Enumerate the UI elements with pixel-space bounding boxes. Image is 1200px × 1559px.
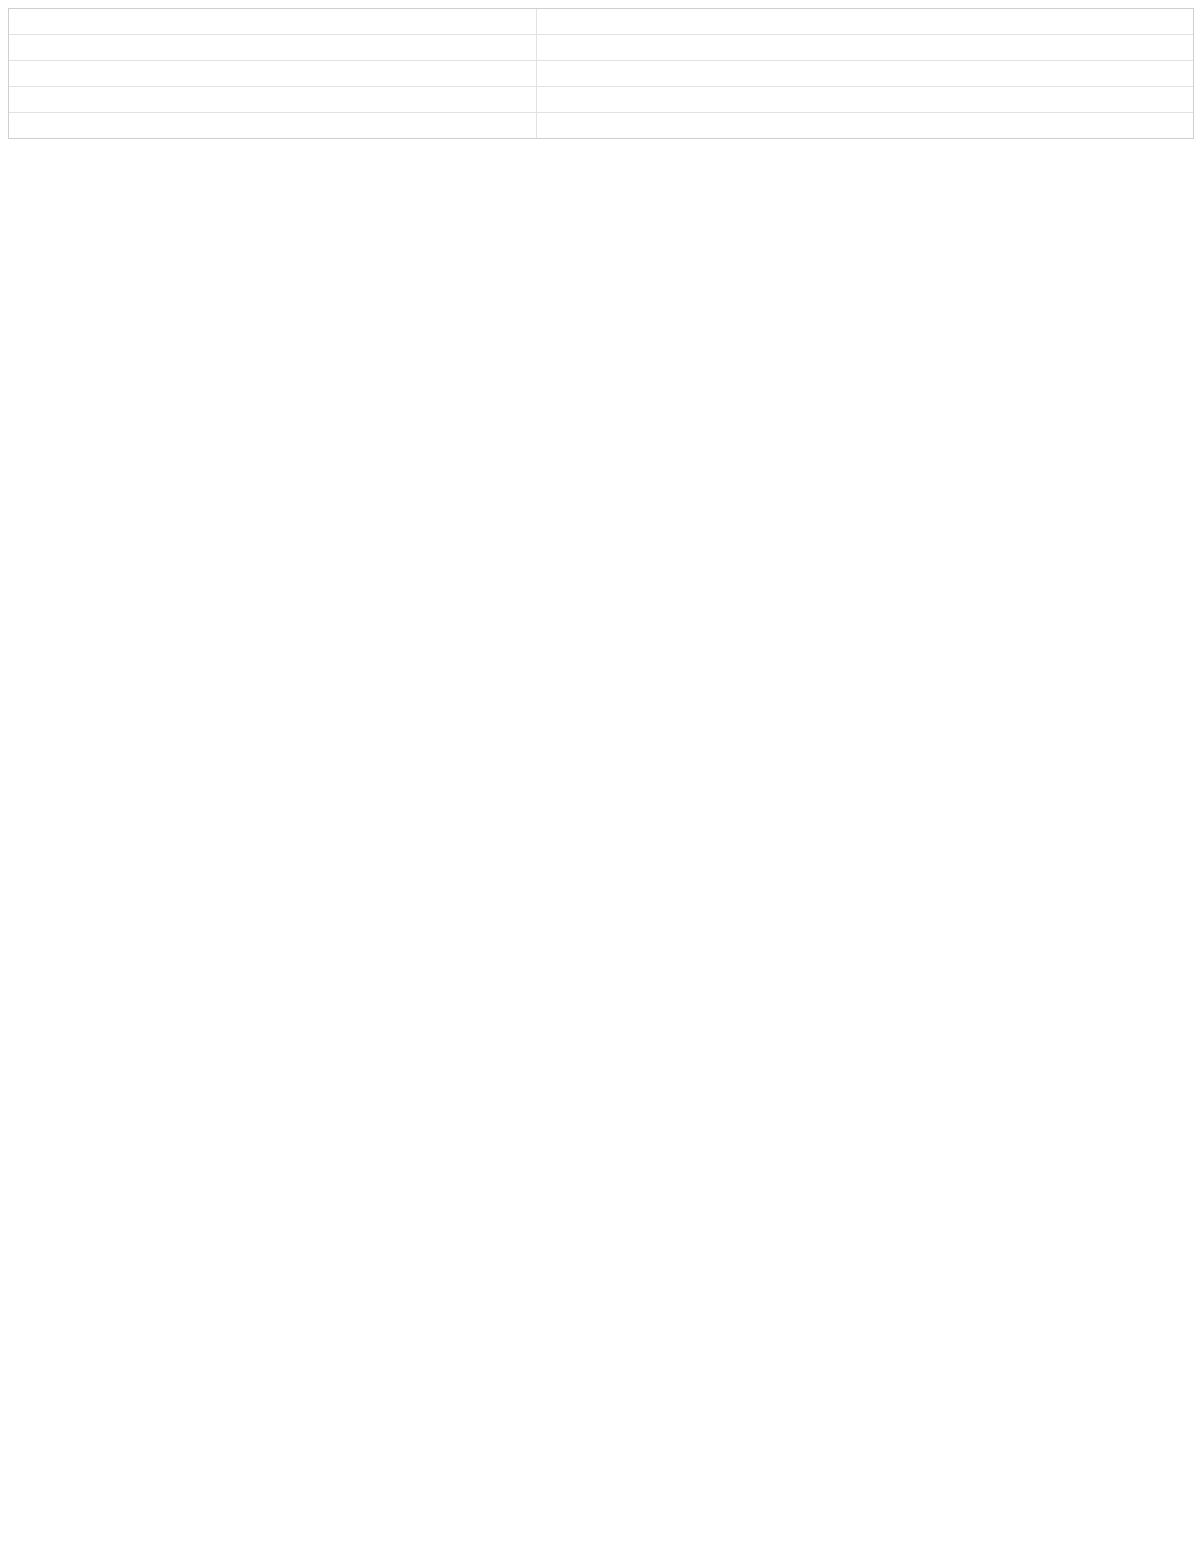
section-process-2: [9, 60, 1193, 86]
section-process-1: [9, 34, 1193, 60]
diagram-cell-process-2: [536, 61, 1193, 86]
diagram-cell-general: [536, 9, 1193, 34]
stirling-engine-explainer: [8, 8, 1194, 139]
diagram-cell-process-1: [536, 35, 1193, 60]
section-general: [9, 9, 1193, 34]
diagram-cell-process-4: [536, 113, 1193, 138]
section-process-4: [9, 112, 1193, 138]
section-process-3: [9, 86, 1193, 112]
diagram-cell-process-3: [536, 87, 1193, 112]
